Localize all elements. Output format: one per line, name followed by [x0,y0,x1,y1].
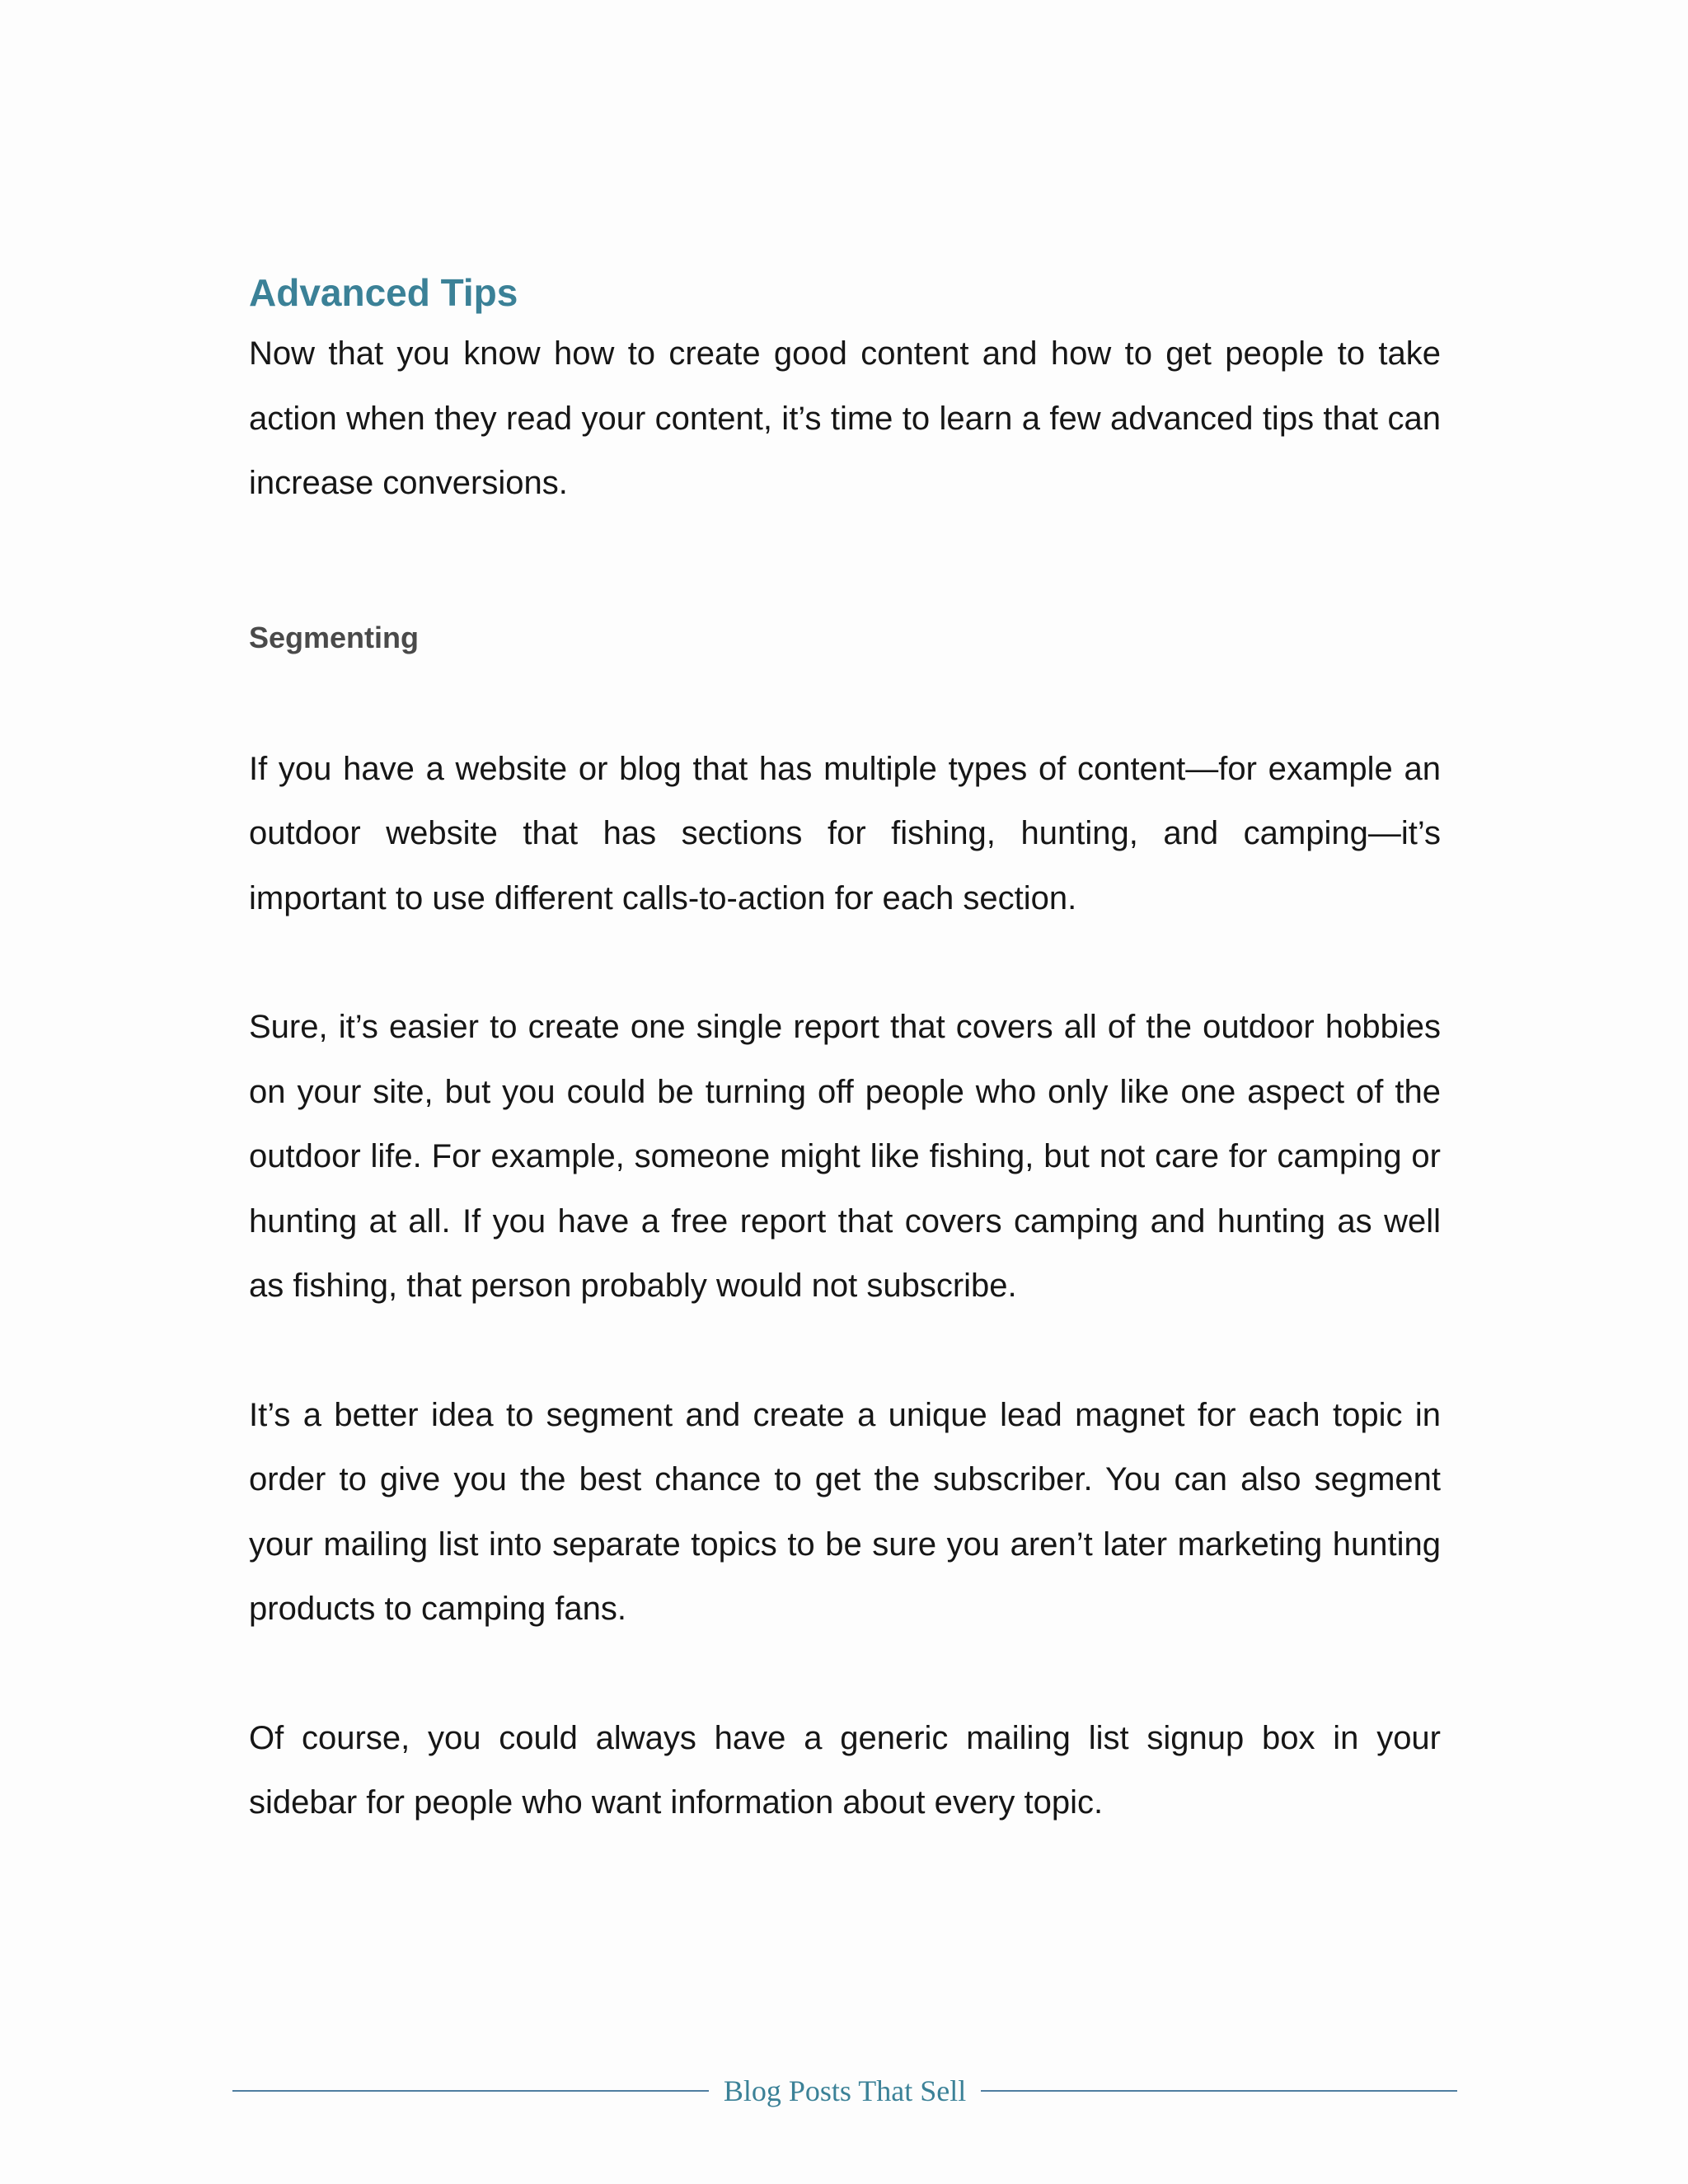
body-paragraph: It’s a better idea to segment and create a unique lead magnet for each topic in order to give you the best chance to get the subscriber. You can also segment your mailing list into separate topics to be sure you aren’t later marketing hunting products to camping fans. [249,1396,1441,1627]
page-footer [232,2070,1457,2111]
page-title: Advanced Tips [249,271,518,314]
footer-rule-right [981,2090,1457,2092]
body-paragraph: Of course, you could always have a generic mailing list signup box in your sidebar for people who want information about every topic. [249,1719,1441,1821]
body-paragraph: If you have a website or blog that has multiple types of content—for example an outdoor website that has sections for fishing, hunting, and camping—it’s important to use different calls-to-action for each section. [249,750,1441,916]
page-content [249,264,1441,1835]
section-heading: Segmenting [249,620,420,654]
body-paragraph: Sure, it’s easier to create one single report that covers all of the outdoor hobbies on your site, but you could be turning off people who only like one aspect of the outdoor life. For example, someone might like fishing, but not care for camping or hunting at all. If you have a free report that covers camping and hunting as well as fishing, that person probably would not subscribe. [249,1009,1441,1304]
intro-paragraph: Now that you know how to create good content and how to get people to take action when they read your content, it’s time to learn a few advanced tips that can increase conversions. [249,335,1441,501]
footer-rule-left [232,2090,709,2092]
footer-label: Blog Posts That Sell [723,2074,967,2107]
